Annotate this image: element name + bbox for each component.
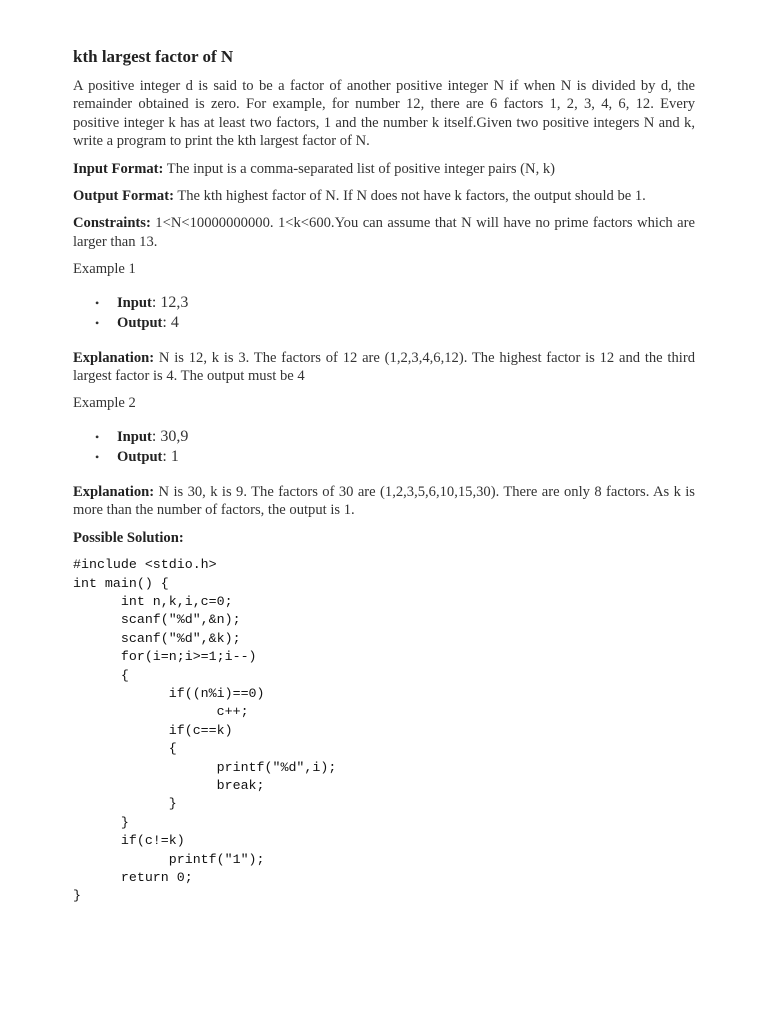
output-format-paragraph bbox=[73, 187, 695, 205]
constraints-label: Constraints: bbox=[73, 215, 151, 232]
example-2-explanation-text: N is 30, k is 9. The factors of 30 are (1,2,3,5,6,10,15,30). There are only 8 factors. As k is more than the number of factors, the output is 1. bbox=[73, 483, 695, 519]
input-format-paragraph bbox=[73, 160, 695, 178]
example-1-input-value: : 12,3 bbox=[151, 293, 189, 311]
example-2-explanation-label: Explanation: bbox=[73, 483, 155, 500]
example-1-output bbox=[117, 313, 695, 333]
input-format-text: The input is a comma-separated list of positive integer pairs (N, k) bbox=[163, 160, 556, 177]
example-2-output bbox=[117, 447, 695, 467]
example-1-input-label: Input bbox=[117, 294, 152, 311]
example-2-output-value: : 1 bbox=[162, 447, 179, 465]
example-2-explanation bbox=[73, 483, 695, 520]
example-2-input-value: : 30,9 bbox=[151, 427, 189, 445]
example-1-explanation-text: N is 12, k is 3. The factors of 12 are (1,2,3,4,6,12). The highest factor is 12 and the third largest factor is 4. The output must be 4 bbox=[73, 349, 695, 385]
example-1-explanation bbox=[73, 349, 695, 386]
example-2-list bbox=[73, 427, 695, 467]
example-1-explanation-label: Explanation: bbox=[73, 349, 155, 366]
example-1-heading: Example 1 bbox=[73, 261, 136, 278]
solution-heading bbox=[73, 529, 695, 547]
constraints-paragraph bbox=[73, 214, 695, 251]
solution-label: Possible Solution: bbox=[73, 529, 184, 546]
example-2-input bbox=[117, 427, 695, 447]
example-1-input bbox=[117, 293, 695, 313]
intro-paragraph: A positive integer d is said to be a factor of another positive integer N if when N is divided by d, the remainder obtained is zero. For example, for number 12, there are 6 factors 1, 2, 3, 4, 6, 12. Every positive integer k has at least two factors, 1 and the number k itself.Given two positive integers N and k, write a program to print the kth largest factor of N. bbox=[73, 78, 695, 150]
example-2-input-label: Input bbox=[117, 428, 152, 445]
example-1-list bbox=[73, 293, 695, 333]
code-block: #include <stdio.h> int main() { int n,k,i,c=0; scanf("%d",&n); scanf("%d",&k); for(i=n;i>=1;i--) { if((n%i)==0) c++; if(c==k) { printf("%d",i); break; } } if(c!=k) printf("1"); return 0; } bbox=[73, 557, 337, 904]
input-format-label: Input Format: bbox=[73, 160, 164, 177]
example-1-output-label: Output bbox=[117, 314, 163, 331]
example-2-heading: Example 2 bbox=[73, 395, 136, 412]
example-1-output-value: : 4 bbox=[162, 313, 179, 331]
output-format-text: The kth highest factor of N. If N does not have k factors, the output should be 1. bbox=[173, 188, 646, 205]
page-title: kth largest factor of N bbox=[73, 47, 234, 66]
constraints-text: 1<N<10000000000. 1<k<600.You can assume that N will have no prime factors which are larger than 13. bbox=[73, 215, 695, 250]
document-page bbox=[73, 46, 695, 906]
example-2-output-label: Output bbox=[117, 448, 163, 465]
output-format-label: Output Format: bbox=[73, 188, 174, 205]
